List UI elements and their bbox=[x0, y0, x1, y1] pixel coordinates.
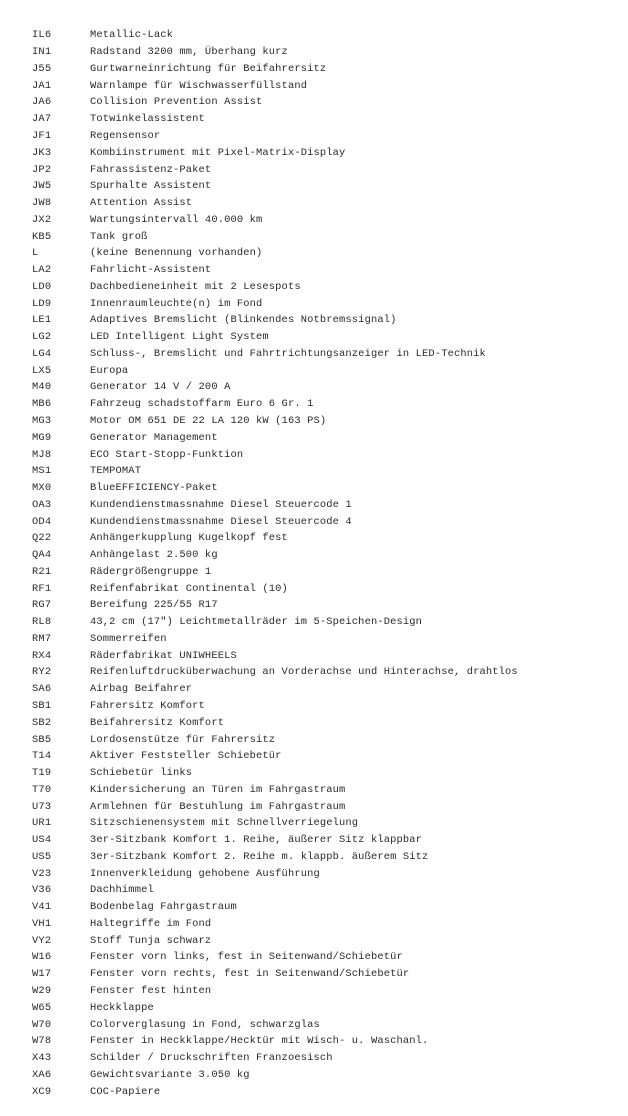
option-description: TEMPOMAT bbox=[90, 465, 142, 478]
option-description: Regensensor bbox=[90, 129, 161, 142]
list-item bbox=[0, 27, 628, 44]
option-code: US4 bbox=[32, 834, 52, 847]
list-item bbox=[0, 748, 628, 765]
option-code: XC9 bbox=[32, 1085, 52, 1098]
option-description: Schluss-, Bremslicht und Fahrtrichtungsanzeiger in LED-Technik bbox=[90, 347, 486, 360]
option-code: UR1 bbox=[32, 817, 52, 830]
option-description: Fenster vorn rechts, fest in Seitenwand/Schiebetür bbox=[90, 968, 410, 981]
option-description: Fenster fest hinten bbox=[90, 985, 212, 998]
list-item bbox=[0, 983, 628, 1000]
option-code: W78 bbox=[32, 1035, 52, 1048]
option-description: Colorverglasung in Fond, schwarzglas bbox=[90, 1018, 320, 1031]
option-description: Räderfabrikat UNIWHEELS bbox=[90, 649, 237, 662]
option-description: Anhängerkupplung Kugelkopf fest bbox=[90, 532, 288, 545]
option-code: LD0 bbox=[32, 280, 52, 293]
list-item bbox=[0, 144, 628, 161]
option-code: Q22 bbox=[32, 532, 52, 545]
option-code: LE1 bbox=[32, 314, 52, 327]
option-code: V41 bbox=[32, 901, 52, 914]
list-item bbox=[0, 128, 628, 145]
option-code: IL6 bbox=[32, 29, 52, 42]
list-item bbox=[0, 480, 628, 497]
list-item bbox=[0, 513, 628, 530]
list-item bbox=[0, 865, 628, 882]
list-item bbox=[0, 899, 628, 916]
list-item bbox=[0, 832, 628, 849]
option-description: Gurtwarneinrichtung für Beifahrersitz bbox=[90, 62, 327, 75]
list-item bbox=[0, 429, 628, 446]
option-description: Kundendienstmassnahme Diesel Steuercode 1 bbox=[90, 498, 352, 511]
option-code: US5 bbox=[32, 850, 52, 863]
list-item bbox=[0, 1033, 628, 1050]
option-code: JF1 bbox=[32, 129, 52, 142]
option-description: Airbag Beifahrer bbox=[90, 683, 193, 696]
option-code: SB1 bbox=[32, 700, 52, 712]
list-item bbox=[0, 94, 628, 111]
option-code: KB5 bbox=[32, 230, 52, 243]
option-code: SA6 bbox=[32, 683, 52, 696]
option-code: JA6 bbox=[32, 96, 52, 109]
list-item bbox=[0, 111, 628, 128]
option-code: LA2 bbox=[32, 264, 52, 277]
option-code: MJ8 bbox=[32, 448, 52, 461]
option-description: Haltegriffe im Fond bbox=[90, 917, 212, 930]
option-code: LX5 bbox=[32, 364, 52, 377]
option-code: RM7 bbox=[32, 632, 52, 645]
list-item bbox=[0, 413, 628, 430]
option-description: (keine Benennung vorhanden) bbox=[90, 247, 263, 260]
list-item bbox=[0, 77, 628, 94]
option-description: Bodenbelag Fahrgastraum bbox=[90, 901, 237, 914]
list-item bbox=[0, 396, 628, 413]
list-item bbox=[0, 916, 628, 933]
list-item bbox=[0, 262, 628, 279]
list-item bbox=[0, 781, 628, 798]
option-code: U73 bbox=[32, 800, 52, 813]
option-description: Collision Prevention Assist bbox=[90, 96, 263, 109]
option-description: Aktiver Feststeller Schiebetür bbox=[90, 750, 282, 763]
option-description: Innenraumleuchte(n) im Fond bbox=[90, 297, 263, 310]
list-item bbox=[0, 999, 628, 1016]
list-item bbox=[0, 614, 628, 631]
option-code: J55 bbox=[32, 62, 52, 75]
option-description: Kindersicherung an Türen im Fahrgastraum bbox=[90, 783, 346, 796]
option-description: Sitzschienensystem mit Schnellverriegelung bbox=[90, 817, 359, 830]
option-description: ECO Start-Stopp-Funktion bbox=[90, 448, 244, 461]
list-item bbox=[0, 765, 628, 782]
option-code: V36 bbox=[32, 884, 52, 897]
list-item bbox=[0, 1016, 628, 1033]
option-description: Totwinkelassistent bbox=[90, 113, 205, 126]
option-description: Tank groß bbox=[90, 230, 148, 243]
list-item bbox=[0, 530, 628, 547]
list-item bbox=[0, 295, 628, 312]
list-item bbox=[0, 698, 628, 715]
option-code: X43 bbox=[32, 1052, 52, 1065]
option-description: Dachbedieneinheit mit 2 Lesespots bbox=[90, 280, 301, 293]
option-code: MG9 bbox=[32, 431, 52, 444]
list-item bbox=[0, 798, 628, 815]
list-item bbox=[0, 278, 628, 295]
option-description: Kundendienstmassnahme Diesel Steuercode 4 bbox=[90, 515, 352, 528]
list-item bbox=[0, 597, 628, 614]
option-description: Europa bbox=[90, 364, 129, 377]
option-code: MS1 bbox=[32, 465, 52, 478]
option-description: Gewichtsvariante 3.050 kg bbox=[90, 1068, 250, 1081]
list-item bbox=[0, 681, 628, 698]
list-item bbox=[0, 161, 628, 178]
option-description: Fenster in Heckklappe/Hecktür mit Wisch- u. Waschanl. bbox=[90, 1035, 429, 1048]
list-item bbox=[0, 949, 628, 966]
list-item bbox=[0, 178, 628, 195]
option-description: Sommerreifen bbox=[90, 632, 167, 645]
option-code: T70 bbox=[32, 783, 52, 796]
option-description: Schilder / Druckschriften Franzoesisch bbox=[90, 1052, 333, 1065]
list-item bbox=[0, 731, 628, 748]
option-code: JK3 bbox=[32, 146, 52, 159]
option-code: RF1 bbox=[32, 582, 52, 595]
option-description: Lordosenstütze für Fahrersitz bbox=[90, 733, 276, 746]
option-description: Fahrzeug schadstoffarm Euro 6 Gr. 1 bbox=[90, 398, 314, 411]
option-description: Generator 14 V / 200 A bbox=[90, 381, 231, 394]
option-description: COC-Papiere bbox=[90, 1085, 161, 1098]
option-description: 3er-Sitzbank Komfort 2. Reihe m. klappb. äußerem Sitz bbox=[90, 850, 429, 863]
list-item bbox=[0, 463, 628, 480]
option-code: RG7 bbox=[32, 599, 52, 612]
list-item bbox=[0, 329, 628, 346]
option-description: Fahrersitz Komfort bbox=[90, 700, 205, 712]
option-code: W29 bbox=[32, 985, 52, 998]
option-description: Rädergrößengruppe 1 bbox=[90, 565, 212, 578]
option-code: W16 bbox=[32, 951, 52, 964]
option-code: SB5 bbox=[32, 733, 52, 746]
option-code: QA4 bbox=[32, 549, 52, 562]
list-item bbox=[0, 312, 628, 329]
list-item bbox=[0, 379, 628, 396]
option-description: BlueEFFICIENCY-Paket bbox=[90, 482, 218, 495]
option-description: Reifenluftdrucküberwachung an Vorderachse und Hinterachse, drahtlos bbox=[90, 666, 518, 679]
option-description: Adaptives Bremslicht (Blinkendes Notbremssignal) bbox=[90, 314, 397, 327]
list-item bbox=[0, 966, 628, 983]
list-item bbox=[0, 1083, 628, 1100]
option-description: Anhängelast 2.500 kg bbox=[90, 549, 218, 562]
option-code: W17 bbox=[32, 968, 52, 981]
list-item bbox=[0, 228, 628, 245]
option-code: OD4 bbox=[32, 515, 52, 528]
option-code: LG2 bbox=[32, 331, 52, 344]
option-code: SB2 bbox=[32, 716, 52, 729]
option-description: Innenverkleidung gehobene Ausführung bbox=[90, 867, 320, 880]
option-description: Spurhalte Assistent bbox=[90, 180, 212, 193]
list-item bbox=[0, 362, 628, 379]
list-item bbox=[0, 815, 628, 832]
option-code: MX0 bbox=[32, 482, 52, 495]
option-description: Fahrassistenz-Paket bbox=[90, 163, 212, 176]
option-description: Schiebetür links bbox=[90, 767, 193, 780]
option-code: M40 bbox=[32, 381, 52, 394]
option-description: 3er-Sitzbank Komfort 1. Reihe, äußerer Sitz klappbar bbox=[90, 834, 423, 847]
list-item bbox=[0, 849, 628, 866]
equipment-code-list bbox=[0, 27, 628, 1100]
option-description: Armlehnen für Bestuhlung im Fahrgastraum bbox=[90, 800, 346, 813]
list-item bbox=[0, 580, 628, 597]
option-code: R21 bbox=[32, 565, 52, 578]
option-code: W65 bbox=[32, 1001, 52, 1014]
option-description: Fahrlicht-Assistent bbox=[90, 264, 212, 277]
list-item bbox=[0, 631, 628, 648]
option-code: L bbox=[32, 247, 39, 260]
option-code: RX4 bbox=[32, 649, 52, 662]
option-code: JP2 bbox=[32, 163, 52, 176]
option-description: 43,2 cm (17") Leichtmetallräder im 5-Speichen-Design bbox=[90, 616, 423, 629]
option-description: Motor OM 651 DE 22 LA 120 kW (163 PS) bbox=[90, 414, 327, 427]
option-code: RL8 bbox=[32, 616, 52, 629]
option-code: LD9 bbox=[32, 297, 52, 310]
option-code: JX2 bbox=[32, 213, 52, 226]
option-description: Wartungsintervall 40.000 km bbox=[90, 213, 263, 226]
option-code: MB6 bbox=[32, 398, 52, 411]
option-code: MG3 bbox=[32, 414, 52, 427]
option-description: Metallic-Lack bbox=[90, 29, 174, 42]
option-description: Beifahrersitz Komfort bbox=[90, 716, 225, 729]
list-item bbox=[0, 211, 628, 228]
list-item bbox=[0, 496, 628, 513]
option-code: T19 bbox=[32, 767, 52, 780]
list-item bbox=[0, 61, 628, 78]
list-item bbox=[0, 446, 628, 463]
option-description: Attention Assist bbox=[90, 197, 193, 210]
list-item bbox=[0, 882, 628, 899]
option-code: RY2 bbox=[32, 666, 52, 679]
list-item bbox=[0, 1050, 628, 1067]
list-item bbox=[0, 647, 628, 664]
option-code: VH1 bbox=[32, 917, 52, 930]
list-item bbox=[0, 44, 628, 61]
option-code: LG4 bbox=[32, 347, 52, 360]
option-code: XA6 bbox=[32, 1068, 52, 1081]
option-description: Dachhimmel bbox=[90, 884, 154, 897]
list-item bbox=[0, 346, 628, 363]
option-description: Radstand 3200 mm, Überhang kurz bbox=[90, 46, 288, 59]
option-description: Bereifung 225/55 R17 bbox=[90, 599, 218, 612]
list-item bbox=[0, 245, 628, 262]
option-code: JA1 bbox=[32, 79, 52, 92]
option-code: IN1 bbox=[32, 46, 52, 59]
option-code: VY2 bbox=[32, 934, 52, 947]
list-item bbox=[0, 714, 628, 731]
list-item bbox=[0, 664, 628, 681]
option-code: OA3 bbox=[32, 498, 52, 511]
list-item bbox=[0, 547, 628, 564]
option-code: JW5 bbox=[32, 180, 52, 193]
option-description: Stoff Tunja schwarz bbox=[90, 934, 212, 947]
option-description: Heckklappe bbox=[90, 1001, 154, 1014]
option-code: JW8 bbox=[32, 197, 52, 210]
option-description: Reifenfabrikat Continental (10) bbox=[90, 582, 288, 595]
list-item bbox=[0, 1066, 628, 1083]
option-code: W70 bbox=[32, 1018, 52, 1031]
list-item bbox=[0, 932, 628, 949]
option-description: Fenster vorn links, fest in Seitenwand/Schiebetür bbox=[90, 951, 403, 964]
option-description: Warnlampe für Wischwasserfüllstand bbox=[90, 79, 308, 92]
option-code: V23 bbox=[32, 867, 52, 880]
option-description: LED Intelligent Light System bbox=[90, 331, 269, 344]
option-code: JA7 bbox=[32, 113, 52, 126]
list-item bbox=[0, 564, 628, 581]
option-description: Kombiinstrument mit Pixel-Matrix-Display bbox=[90, 146, 346, 159]
option-code: T14 bbox=[32, 750, 52, 763]
list-item bbox=[0, 195, 628, 212]
option-description: Generator Management bbox=[90, 431, 218, 444]
